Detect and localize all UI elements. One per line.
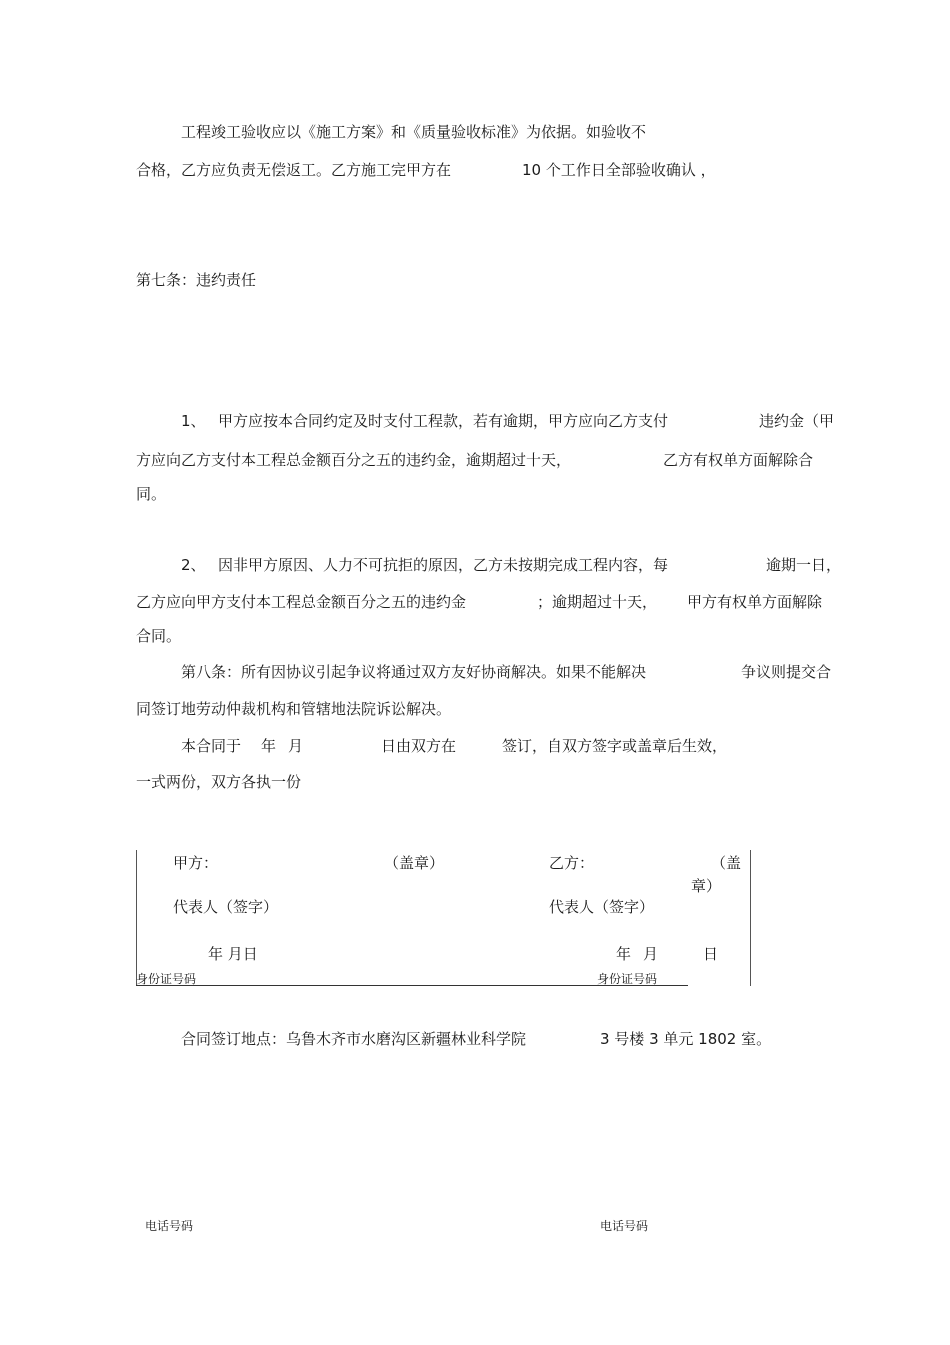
signature-right-border <box>750 850 751 986</box>
article-7-item-2-line-2-mid: ；逾期超过十天， <box>537 593 658 611</box>
article-8-line-1: 第八条：所有因协议引起争议将通过双方友好协商解决。如果不能解决 <box>181 663 647 681</box>
article-7-item-1-line-2-end: 乙方有权单方面解除合 <box>663 451 814 469</box>
party-b-seal-part-1: （盖 <box>711 854 742 872</box>
article-7-item-1-number: 1、 <box>181 412 206 430</box>
article-8-line-1-end: 争议则提交合 <box>741 663 832 681</box>
party-b-date-month: 月 <box>643 945 659 963</box>
party-a-date: 年 月日 <box>208 945 258 963</box>
party-b-seal-part-2: 章） <box>691 877 722 895</box>
phone-label-left: 电话号码 <box>145 1219 194 1233</box>
party-b-date-day: 日 <box>703 945 719 963</box>
article-7-item-1-line-1-end: 违约金（甲 <box>759 412 835 430</box>
contract-location-room: 3 号楼 3 单元 1802 室。 <box>600 1030 772 1048</box>
party-a-label: 甲方： <box>173 854 219 872</box>
party-b-id-label: 身份证号码 <box>597 972 658 986</box>
article-7-item-2-line-1: 因非甲方原因、人力不可抗拒的原因，乙方未按期完成工程内容，每 <box>218 556 669 574</box>
article-7-item-1-line-2: 方应向乙方支付本工程总金额百分之五的违约金，逾期超过十天， <box>136 451 572 469</box>
acceptance-line-2b: 10 个工作日全部验收确认 ， <box>522 161 716 179</box>
party-a-seal: （盖章） <box>384 854 445 872</box>
party-a-representative: 代表人（签字） <box>173 898 279 916</box>
article-7-item-2-line-1-end: 逾期一日， <box>766 556 842 574</box>
effective-year: 年 <box>261 737 277 755</box>
article-7-item-2-line-2: 乙方应向甲方支付本工程总金额百分之五的违约金 <box>136 593 467 611</box>
effective-line-1d: 日由双方在 <box>381 737 457 755</box>
effective-line-1a: 本合同于 <box>181 737 242 755</box>
acceptance-line-2a: 合格，乙方应负责无偿返工。乙方施工完甲方在 <box>136 161 452 179</box>
party-b-representative: 代表人（签字） <box>549 898 655 916</box>
effective-line-1e: 签订，自双方签字或盖章后生效， <box>502 737 728 755</box>
article-7-item-2-line-2-end: 甲方有权单方面解除 <box>687 593 823 611</box>
acceptance-line-1: 工程竣工验收应以《施工方案》和《质量验收标准》为依据。如验收不 <box>181 123 647 141</box>
party-b-label: 乙方： <box>549 854 595 872</box>
contract-location: 合同签订地点：乌鲁木齐市水磨沟区新疆林业科学院 <box>181 1030 527 1048</box>
party-b-date-year: 年 <box>616 945 632 963</box>
effective-line-2: 一式两份，双方各执一份 <box>136 773 302 791</box>
signature-left-border <box>136 850 137 986</box>
article-7-item-1-line-3: 同。 <box>136 485 167 503</box>
phone-label-right: 电话号码 <box>600 1219 649 1233</box>
article-8-line-2: 同签订地劳动仲裁机构和管辖地法院诉讼解决。 <box>136 700 452 718</box>
article-7-item-2-line-3: 合同。 <box>136 627 182 645</box>
article-7-item-2-number: 2、 <box>181 556 206 574</box>
party-a-id-label: 身份证号码 <box>136 972 197 986</box>
article-7-item-1-line-1: 甲方应按本合同约定及时支付工程款，若有逾期，甲方应向乙方支付 <box>218 412 669 430</box>
article-7-title: 第七条：违约责任 <box>136 271 257 289</box>
effective-month: 月 <box>288 737 304 755</box>
